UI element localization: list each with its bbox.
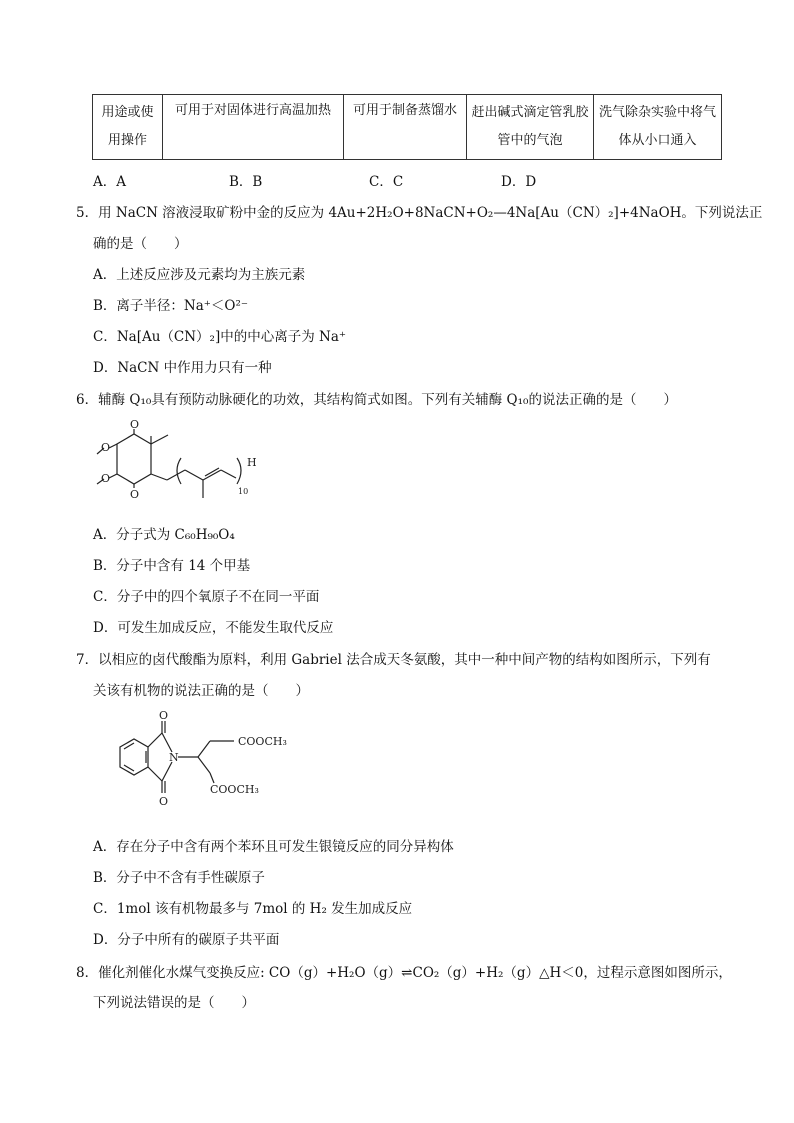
table-cell-header: 用途或使用操作 (93, 95, 163, 160)
q5-stem-line1: 5．用 NaCN 溶液浸取矿粉中金的反应为 4Au+2H₂O+8NaCN+O₂—4Na[Au（CN）₂]+4NaOH。下列说法正 (76, 205, 763, 221)
q4-option-a: A．A (93, 174, 126, 190)
struct-label-ester-bottom: COOCH₃ (210, 783, 259, 796)
table-cell-option-c: 赶出碱式滴定管乳胶管中的气泡 (467, 95, 594, 160)
struct-label-n: N (169, 751, 179, 764)
q7-stem-line2: 关该有机物的说法正确的是（ ） (93, 683, 309, 699)
q7-option-c: C．1mol 该有机物最多与 7mol 的 H₂ 发生加成反应 (93, 901, 413, 917)
q8-stem-line2: 下列说法错误的是（ ） (93, 995, 255, 1011)
struct-label-o-bottom: O (159, 795, 169, 808)
struct-label-o-top: O (130, 418, 140, 431)
struct-label-h: H (247, 456, 257, 469)
table-cell-option-a: 可用于对固体进行高温加热 (163, 95, 344, 160)
struct-label-o-top: O (159, 709, 169, 722)
table-row (93, 95, 722, 160)
struct-label-o-bottom: O (130, 488, 140, 501)
q5-option-b: B．离子半径：Na⁺＜O²⁻ (93, 298, 249, 314)
q5-option-d: D．NaCN 中作用力只有一种 (93, 360, 272, 376)
q6-stem-line1: 6．辅酶 Q₁₀具有预防动脉硬化的功效，其结构简式如图。下列有关辅酶 Q₁₀的说法正确的是（ ） (76, 392, 677, 408)
q6-option-a: A．分子式为 C₆₀H₉₀O₄ (93, 527, 235, 543)
q7-option-b: B．分子中不含有手性碳原子 (93, 870, 265, 886)
q7-option-d: D．分子中所有的碳原子共平面 (93, 932, 280, 948)
struct-label-o-methoxy-1: O (101, 441, 111, 454)
q7-stem-line1: 7．以相应的卤代酸酯为原料，利用 Gabriel 法合成天冬氨酸，其中一种中间产物的结构如图所示，下列有 (76, 652, 711, 668)
phthalimide-ester-structure (110, 705, 310, 821)
q4-option-c: C．C (369, 174, 404, 190)
q4-option-b: B．B (229, 174, 263, 190)
coenzyme-q10-structure (95, 418, 270, 504)
q8-stem-line1: 8．催化剂催化水煤气变换反应: CO（g）+H₂O（g）⇌CO₂（g）+H₂（g）△H＜0，过程示意图如图所示， (76, 965, 732, 981)
struct-label-o-methoxy-2: O (101, 472, 111, 485)
q5-option-c: C．Na[Au（CN）₂]中的中心离子为 Na⁺ (93, 329, 346, 345)
q4-option-d: D．D (501, 174, 537, 190)
q6-option-d: D．可发生加成反应，不能发生取代反应 (93, 620, 334, 636)
q5-stem-line2: 确的是（ ） (93, 236, 188, 252)
struct-label-repeat-count: 10 (238, 487, 249, 496)
table-cell-option-d: 洗气除杂实验中将气体从小口通入 (594, 95, 722, 160)
struct-label-ester-top: COOCH₃ (238, 735, 287, 748)
q7-option-a: A．存在分子中含有两个苯环且可发生银镜反应的同分异构体 (93, 839, 454, 855)
q5-option-a: A．上述反应涉及元素均为主族元素 (93, 267, 306, 283)
q6-option-b: B．分子中含有 14 个甲基 (93, 558, 251, 574)
q6-option-c: C．分子中的四个氧原子不在同一平面 (93, 589, 320, 605)
table-cell-option-b: 可用于制备蒸馏水 (344, 95, 467, 160)
usage-table (92, 94, 722, 160)
